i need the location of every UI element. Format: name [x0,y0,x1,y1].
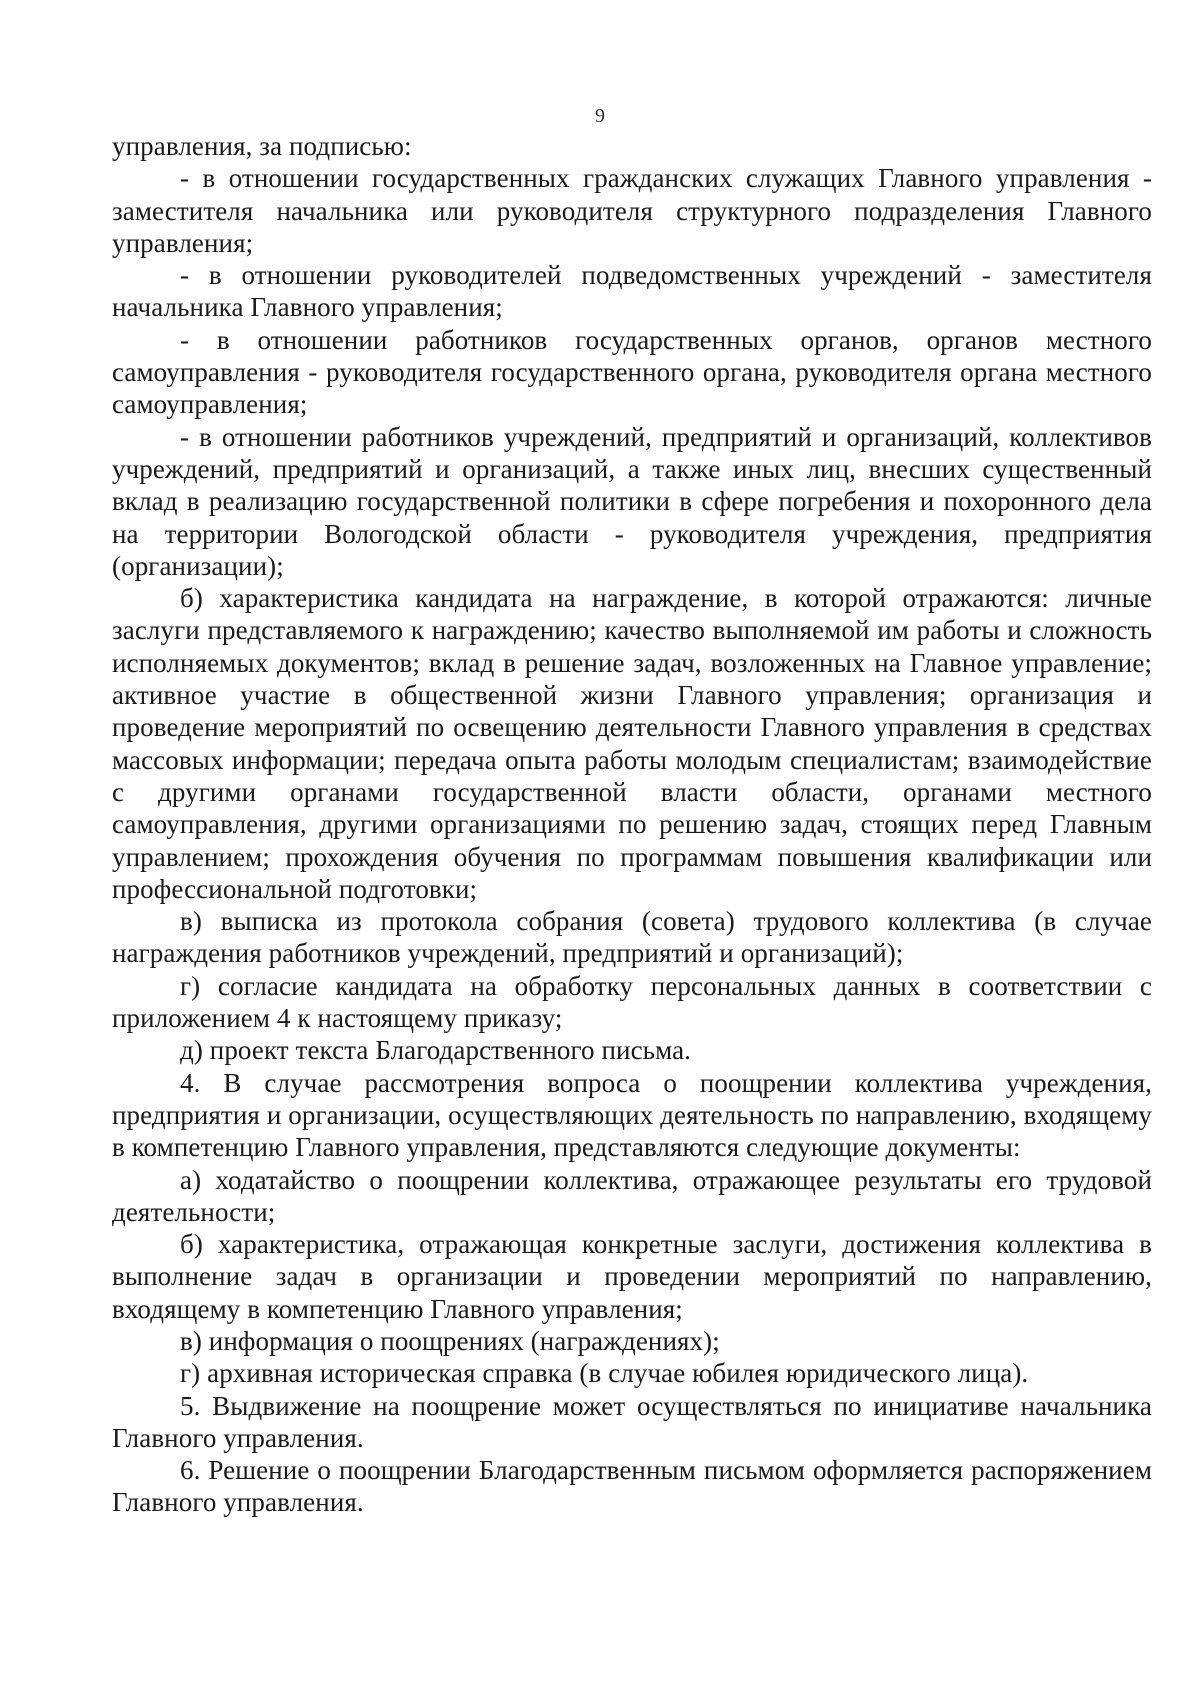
paragraph: 4. В случае рассмотрения вопроса о поощрении коллектива учреждения, предприятия и организации, осуществляющих деятельность по направлению, входящему в компетенцию Главного управления, представляются следующие документы: [112,1067,1152,1163]
page-number: 9 [595,105,605,127]
paragraph: 6. Решение о поощрении Благодарственным письмом оформляется распоряжением Главного управления. [112,1455,1152,1518]
paragraph: - в отношении руководителей подведомственных учреждений - заместителя начальника Главного управления; [112,260,1152,323]
paragraph: в) выписка из протокола собрания (совета) трудового коллектива (в случае награждения работников учреждений, предприятий и организаций); [112,906,1152,969]
paragraph: - в отношении работников государственных органов, органов местного самоуправления - руководителя государственного органа, руководителя органа местного самоуправления; [112,324,1152,420]
paragraph: - в отношении работников учреждений, предприятий и организаций, коллективов учреждений, предприятий и организаций, а также иных лиц, внесших существенный вклад в реализацию государственной политики в сфере погребения и похоронного дела на территории Вологодской области - руководителя учреждения, предприятия (организации); [112,421,1152,581]
paragraph: б) характеристика, отражающая конкретные заслуги, достижения коллектива в выполнение задач в организации и проведении мероприятий по направлению, входящему в компетенцию Главного управления; [112,1229,1152,1324]
paragraph: в) информация о поощрениях (награждениях); [180,1325,720,1356]
document-body [112,130,1152,1519]
paragraph: управления, за подписью: [112,131,412,161]
paragraph: 5. Выдвижение на поощрение может осуществляться по инициативе начальника Главного управления. [112,1390,1152,1453]
paragraph: - в отношении государственных гражданских служащих Главного управления - заместителя начальника или руководителя структурного подразделения Главного управления; [112,163,1152,258]
paragraph: г) архивная историческая справка (в случае юбилея юридического лица). [180,1358,1029,1389]
paragraph: а) ходатайство о поощрении коллектива, отражающее результаты его трудовой деятельности; [112,1164,1152,1227]
paragraph: д) проект текста Благодарственного письма. [180,1035,692,1066]
paragraph: г) согласие кандидата на обработку персональных данных в соответствии с приложением 4 к настоящему приказу; [112,970,1152,1034]
paragraph: б) характеристика кандидата на награждение, в которой отражаются: личные заслуги представляемого к награждению; качество выполняемой им работы и сложность исполняемых документов; вклад в решение задач, возложенных на Главное управление; активное участие в общественной жизни Главного управления; организация и проведение мероприятий по освещению деятельности Главного управления в средствах массовых информации; передача опыта работы молодым специалистам; взаимодействие с другими органами государственной власти области, органами местного самоуправления, другими организациями по решению задач, стоящих перед Главным управлением; прохождения обучения по программам повышения квалификации или профессиональной подготовки; [112,583,1152,904]
